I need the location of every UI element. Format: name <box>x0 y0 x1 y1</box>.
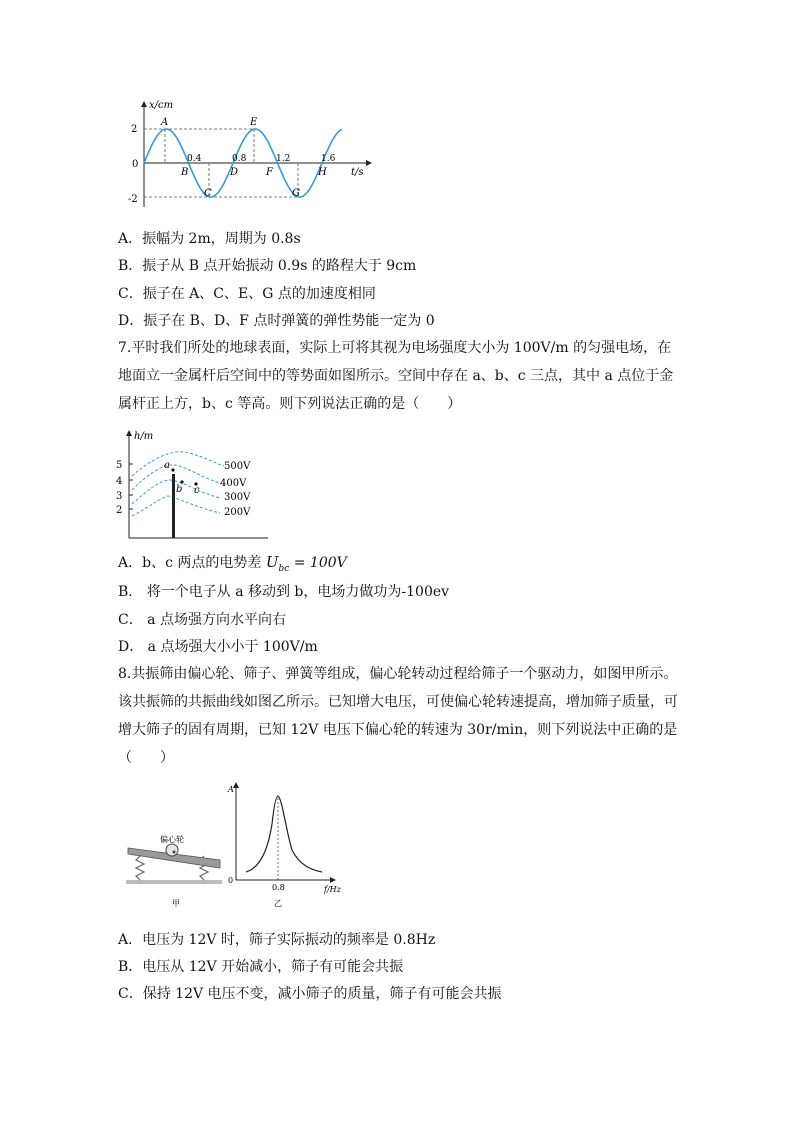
point-a-dot <box>171 468 174 471</box>
label-300V: 300V <box>224 492 251 503</box>
point-F: F <box>266 167 273 178</box>
point-C: C <box>204 188 212 199</box>
q8-option-a: A．电压为 12V 时，筛子实际振动的频率是 0.8Hz <box>118 932 436 948</box>
h-axis-label: h/m <box>134 431 154 442</box>
equipotential-200V <box>132 496 220 516</box>
t-tick-0.4: 0.4 <box>187 154 202 164</box>
resonance-curve <box>246 796 322 872</box>
metal-rod <box>172 474 175 538</box>
oscillation-graph <box>128 95 378 215</box>
y-tick-2: 2 <box>131 124 138 135</box>
peak-tick-label: 0.8 <box>272 883 285 892</box>
h-tick-3: 3 <box>116 491 123 502</box>
label-yi: 乙 <box>274 899 282 908</box>
q7-option-a <box>118 552 347 579</box>
x-axis-label: x/cm <box>149 100 174 111</box>
t-tick-0.8: 0.8 <box>232 154 247 164</box>
wheel-label: 偏心轮 <box>160 835 184 844</box>
label-200V: 200V <box>224 507 251 518</box>
equipotential-figure <box>112 428 272 540</box>
q7-option-b: B． 将一个电子从 a 移动到 b，电场力做功为-100ev <box>118 584 450 600</box>
q6-option-d: D．振子在 B、D、F 点时弹簧的弹性势能一定为 0 <box>118 313 435 329</box>
A-axis-label: A <box>228 785 234 794</box>
q6-option-c: C．振子在 A、C、E、G 点的加速度相同 <box>118 286 376 302</box>
origin-label: 0 <box>228 876 234 885</box>
t-tick-1.2: 1.2 <box>276 154 291 164</box>
point-A: A <box>161 117 169 128</box>
point-D: D <box>230 167 239 178</box>
point-a: a <box>164 460 170 471</box>
label-400V: 400V <box>220 478 247 489</box>
t-axis-arrow <box>366 160 372 166</box>
x-axis-arrow <box>141 101 147 107</box>
equipotential-500V <box>132 452 224 476</box>
q8-option-b: B．电压从 12V 开始减小，筛子有可能会共振 <box>118 959 404 975</box>
q7-option-a-subscript: bc <box>278 563 290 574</box>
q7-stem: 7.平时我们所处的地球表面，实际上可将其视为电场强度大小为 100V/m 的匀强电场，在地面立一金属杆后空间中的等势面如图所示。空间中存在 a、b、c 三点，其中 a 点位于金属杆正上方，b、c 等高。则下列说法正确的是（ ） <box>118 340 674 412</box>
point-E: E <box>250 117 258 128</box>
base-plate <box>126 880 222 884</box>
q6-option-b: B．振子从 B 点开始振动 0.9s 的路程大于 9cm <box>118 258 417 274</box>
t-axis-label: t/s <box>351 167 364 178</box>
q7-option-d: D． a 点场强大小小于 100V/m <box>118 639 318 655</box>
point-B: B <box>181 167 189 178</box>
spring-left <box>136 856 144 880</box>
t-tick-1.6: 1.6 <box>321 154 336 164</box>
label-jia: 甲 <box>172 899 180 908</box>
point-c: c <box>194 485 200 496</box>
q7-option-a-equation: = 100V <box>289 555 347 571</box>
q7-option-a-text: A．b、c 两点的电势差 <box>118 555 266 571</box>
q8-option-c: C．保持 12V 电压不变，减小筛子的质量，筛子有可能会共振 <box>118 986 502 1002</box>
h-tick-4: 4 <box>116 476 123 487</box>
label-500V: 500V <box>224 461 251 472</box>
h-tick-5: 5 <box>116 460 123 471</box>
q7-option-c: C． a 点场强方向水平向右 <box>118 612 286 628</box>
q6-option-a: A．振幅为 2m，周期为 0.8s <box>118 231 301 247</box>
q7-option-a-symbol: U <box>265 553 279 571</box>
f-axis-label: f/Hz <box>324 885 341 894</box>
q8-stem: 8.共振筛由偏心轮、筛子、弹簧等组成，偏心轮转动过程给筛子一个驱动力，如图甲所示。该共振筛的共振曲线如图乙所示。已知增大电压，可使偏心轮转速提高，增加筛子质量，可增大筛子的固有周期，已知 12V 电压下偏心轮的转速为 30r/min，则下列说法中正确的是（ ） <box>118 666 678 766</box>
eccentric-wheel <box>166 844 178 856</box>
h-tick-2: 2 <box>116 505 123 516</box>
y-tick-0: 0 <box>132 159 139 170</box>
point-b: b <box>176 484 183 495</box>
point-H: H <box>318 167 327 178</box>
y-tick-neg2: -2 <box>128 194 138 205</box>
resonance-sieve-figure <box>120 780 350 910</box>
point-G: G <box>292 188 300 199</box>
